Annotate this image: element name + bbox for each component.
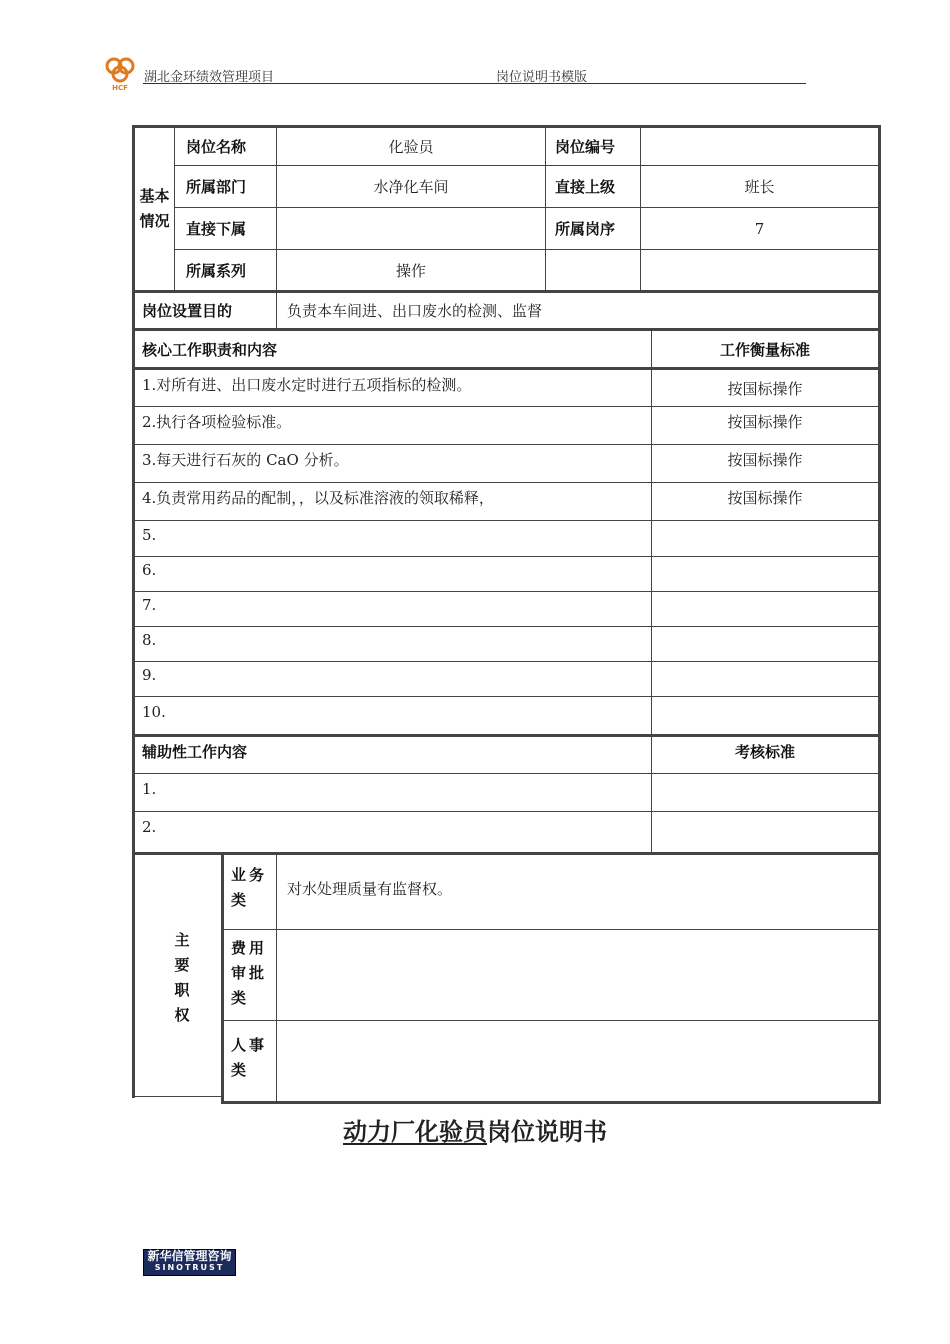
- core-row-4-text: 4.负责常用药品的配制，，以及标准溶液的领取稀释，: [142, 488, 494, 507]
- aux-row-2-text: 2.: [142, 818, 157, 836]
- core-row-2-text: 2.执行各项检验标准。: [142, 412, 292, 431]
- field-value-position-name: 化验员: [388, 138, 434, 156]
- authority-section-label: 主要职权: [174, 931, 190, 1024]
- core-row-9-text: 9.: [142, 666, 157, 684]
- authority-label-expense: 费用审批类: [231, 939, 268, 1007]
- sinotrust-logo: [143, 1249, 236, 1276]
- field-label-rank: 所属岗序: [555, 220, 616, 238]
- field-value-rank: 7: [754, 219, 765, 238]
- field-label-series: 所属系列: [186, 261, 247, 280]
- field-label-supervisor: 直接上级: [555, 178, 616, 196]
- header-doc-type: 岗位说明书模版: [496, 70, 588, 85]
- authority-label-hr: 人事类: [231, 1036, 268, 1079]
- field-value-subordinates: [277, 208, 545, 249]
- document-title-rest: 岗位说明书: [487, 1118, 607, 1146]
- field-value-department: 水净化车间: [373, 178, 449, 196]
- sinotrust-logo-en: SINOTRUST: [154, 1263, 225, 1272]
- core-row-1-std: 按国标操作: [727, 379, 803, 398]
- header-project: 湖北金环绩效管理项目: [144, 70, 275, 85]
- core-row-7-text: 7.: [142, 596, 157, 614]
- authority-value-business: 对水处理质量有监督权。: [287, 879, 453, 898]
- field-label-subordinates: 直接下属: [186, 220, 247, 238]
- field-label-position-name: 岗位名称: [186, 138, 247, 156]
- core-row-5-text: 5.: [142, 526, 157, 544]
- core-row-6-text: 6.: [142, 561, 157, 579]
- aux-standard-header: 考核标准: [734, 742, 795, 761]
- field-label-position-code: 岗位编号: [555, 138, 616, 156]
- aux-duties-header: 辅助性工作内容: [142, 742, 248, 761]
- core-duties-header: 核心工作职责和内容: [142, 340, 278, 359]
- core-row-3-text: 3.每天进行石灰的 CaO 分析。: [142, 450, 349, 469]
- core-standard-header: 工作衡量标准: [719, 340, 810, 359]
- core-row-4-std: 按国标操作: [727, 488, 803, 507]
- authority-value-expense: [287, 930, 877, 1020]
- authority-value-hr: [287, 1021, 877, 1101]
- header-divider: [143, 83, 806, 84]
- core-row-2-std: 按国标操作: [727, 412, 803, 431]
- core-row-8-text: 8.: [142, 631, 157, 649]
- field-value-supervisor: 班长: [744, 178, 775, 196]
- basic-info-section-label: 基本情况: [139, 187, 170, 230]
- company-logo: [100, 54, 140, 92]
- authority-label-business: 业务类: [231, 866, 268, 909]
- purpose-label: 岗位设置目的: [142, 302, 233, 320]
- field-value-series: 操作: [395, 261, 426, 280]
- sinotrust-logo-cn: 新华信管理咨询: [147, 1249, 232, 1263]
- field-value-position-code: [641, 128, 878, 165]
- document-title: [0, 1112, 950, 1147]
- purpose-value: 负责本车间进、出口废水的检测、监督: [287, 302, 543, 320]
- svg-text:HCF: HCF: [112, 84, 128, 92]
- field-label-department: 所属部门: [186, 178, 247, 196]
- core-row-10-text: 10.: [142, 703, 166, 721]
- core-row-1-text: 1.对所有进、出口废水定时进行五项指标的检测。: [142, 375, 472, 394]
- core-row-3-std: 按国标操作: [727, 450, 803, 469]
- aux-row-1-text: 1.: [142, 780, 157, 798]
- document-title-underlined: 动力厂化验员: [343, 1118, 487, 1146]
